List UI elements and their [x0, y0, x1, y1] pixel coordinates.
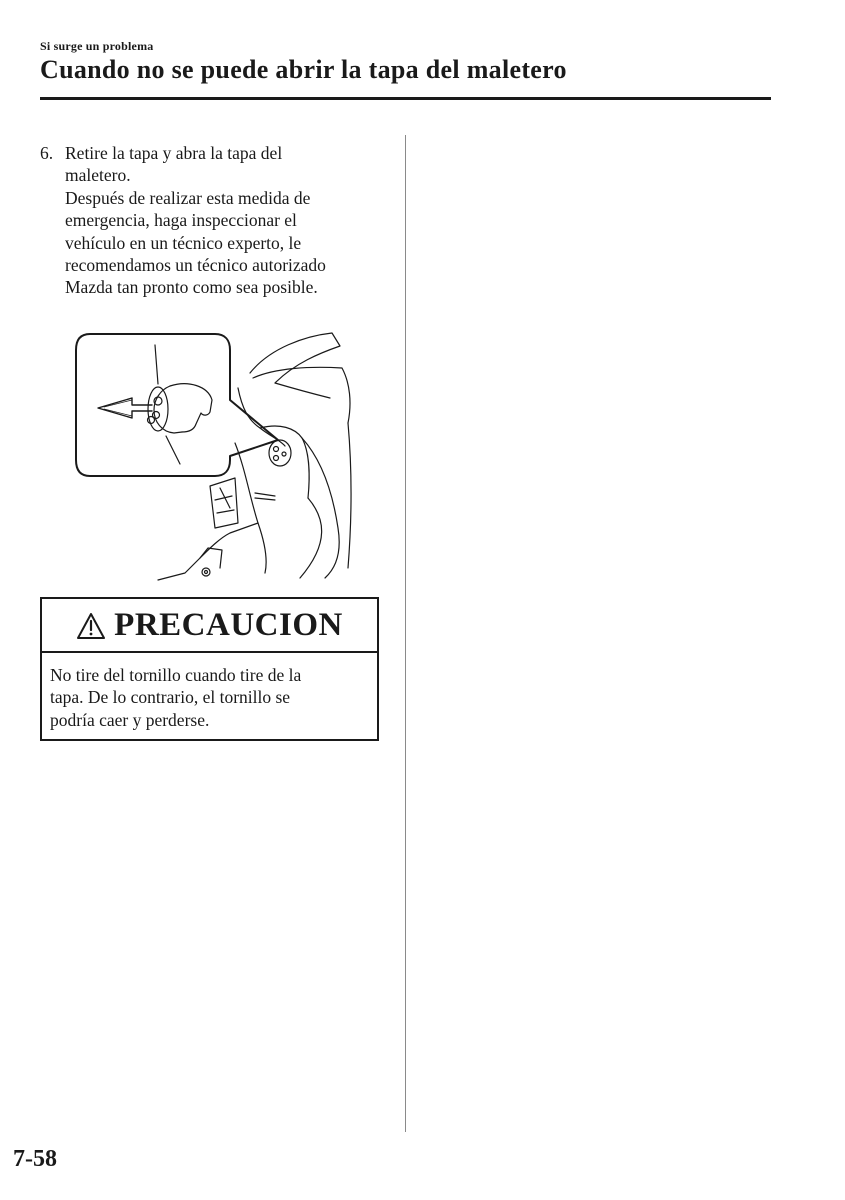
caution-line: podría caer y perderse.: [50, 709, 210, 730]
step-line: Mazda tan pronto como sea posible.: [65, 277, 318, 298]
step-line: maletero.: [65, 165, 131, 186]
section-label: Si surge un problema: [40, 39, 154, 53]
title-rule: [40, 97, 771, 100]
page-title: Cuando no se puede abrir la tapa del maletero: [40, 55, 567, 84]
warning-triangle-icon: [76, 612, 106, 640]
page-number: 7-58: [13, 1146, 57, 1172]
step-line: emergencia, haga inspeccionar el: [65, 210, 297, 231]
caution-line: tapa. De lo contrario, el tornillo se: [50, 687, 291, 708]
caution-text: [50, 664, 370, 731]
step-line: vehículo en un técnico experto, le: [65, 232, 302, 253]
caution-title: PRECAUCION: [114, 606, 343, 643]
caution-box: [40, 597, 379, 741]
trunk-cover-illustration: [70, 328, 360, 583]
step-line: Retire la tapa y abra la tapa del: [65, 143, 283, 163]
step-line: recomendamos un técnico autorizado: [65, 255, 326, 276]
step-line: Después de realizar esta medida de: [65, 187, 311, 208]
step-body: [65, 142, 385, 299]
column-divider: [405, 135, 406, 1132]
caution-line: No tire del tornillo cuando tire de la: [50, 665, 302, 685]
caution-header: [42, 599, 377, 653]
step-number: 6.: [40, 143, 54, 163]
